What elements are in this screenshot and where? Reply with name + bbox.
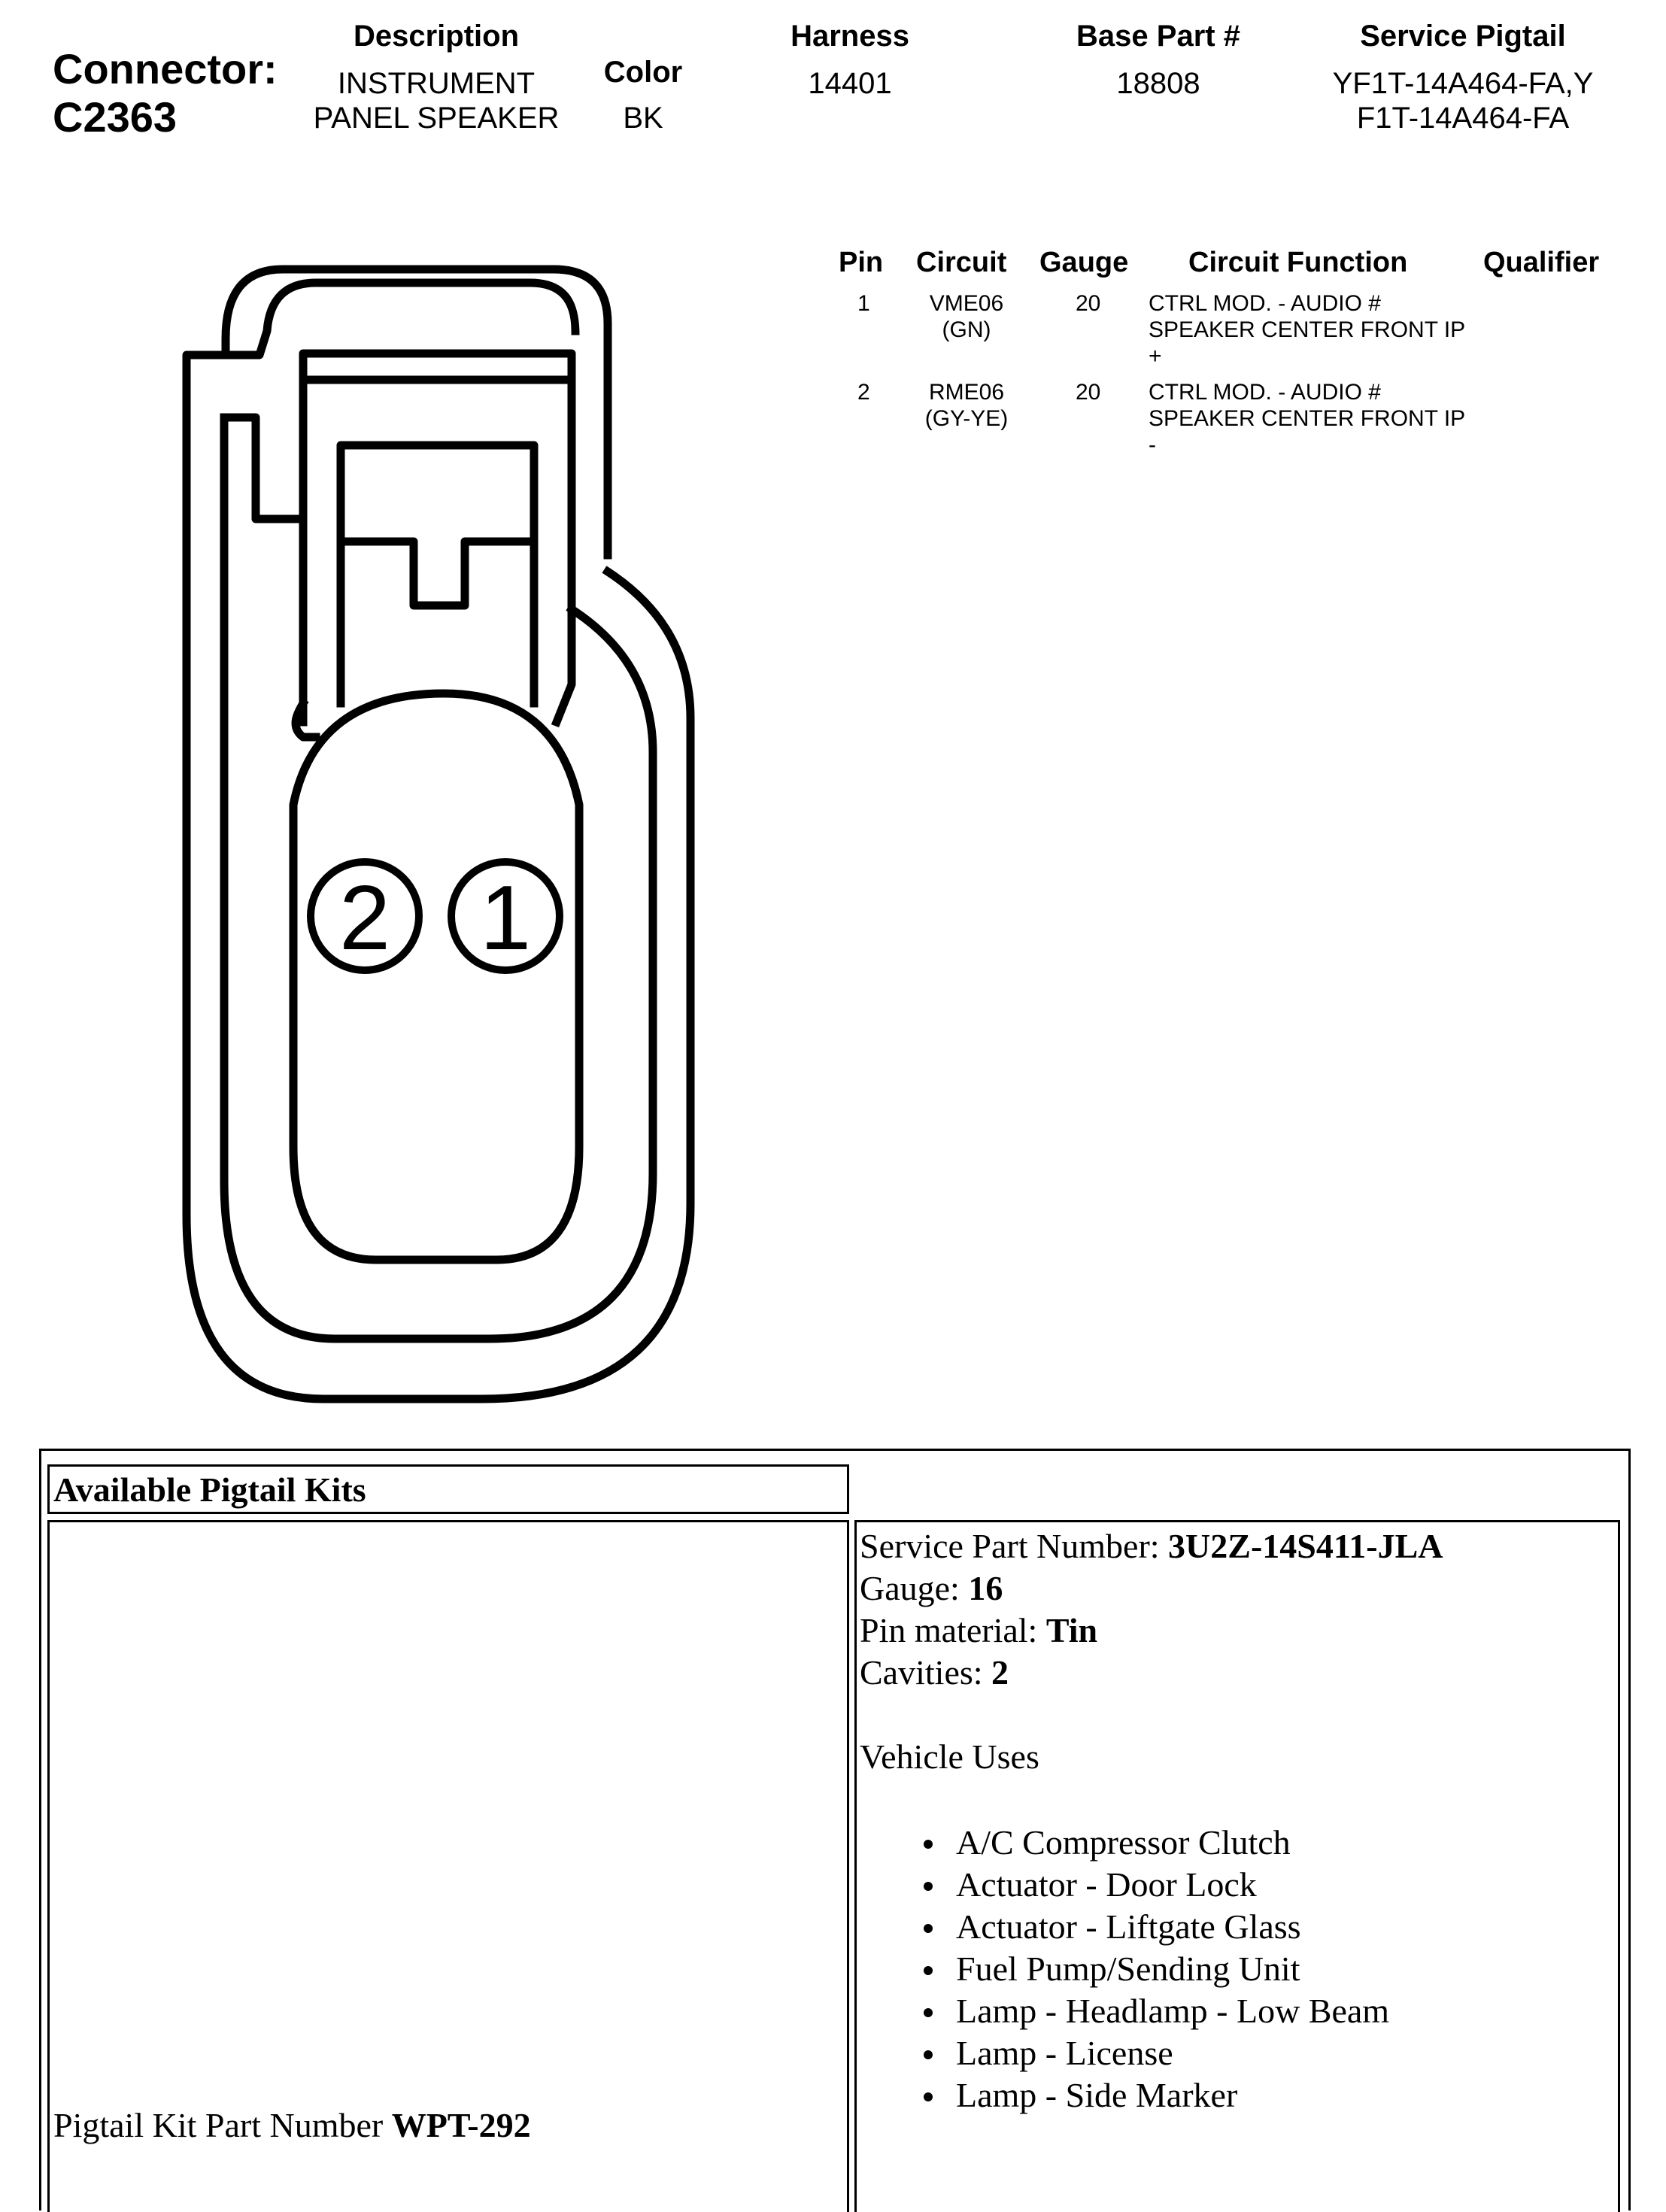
description-value: INSTRUMENT PANEL SPEAKER [313,67,560,135]
pin-number: 1 [857,291,870,316]
pigtail-kit-details-box [854,1520,1620,2212]
connector-face-diagram [0,0,752,1444]
pigtail-kits-title: Available Pigtail Kits [53,1470,366,1509]
base-part-label: Base Part # [1076,20,1240,53]
service-part-label: Service Part Number: [860,1527,1169,1565]
housing-inner-wall [224,417,653,1339]
color-value: BK [623,102,663,135]
description-label: Description [353,20,520,53]
latch-window [341,445,534,703]
circuit-code: VME06 (GN) [929,291,1004,342]
connector-id: C2363 [53,93,178,141]
latch-tab [226,417,301,519]
color-label: Color [603,56,683,89]
pigtail-kit-part-value: WPT-292 [391,2106,531,2144]
latch-window-notch [341,542,534,605]
list-item: Lamp - License [860,2032,1443,2074]
cavity-1-label: 1 [480,866,531,969]
housing-outer-outline [187,269,690,1399]
kit-gauge-label: Gauge: [860,1569,969,1607]
base-part-value: 18808 [1116,67,1200,100]
harness-label: Harness [791,20,909,53]
housing-inner-outline [226,283,575,355]
service-pigtail-label: Service Pigtail [1360,20,1566,53]
cavity-2-label: 2 [339,866,390,969]
pin-material [860,1610,1443,1652]
list-item: Lamp - Headlamp - Low Beam [860,1990,1443,2032]
pin-gauge: 20 [1076,291,1101,316]
pin-header: Pin [839,247,884,278]
kit-gauge-value: 16 [968,1569,1003,1607]
harness-value: 14401 [808,67,892,100]
pigtail-kits-title-box [47,1464,849,1514]
service-part-number [860,1525,1443,1567]
service-pigtail-value: YF1T-14A464-FA,YF1T-14A464-FA [1332,67,1594,135]
pin-cavity-body [293,693,579,1260]
service-part-value: 3U2Z-14S411-JLA [1168,1527,1443,1565]
circuit-function-header: Circuit Function [1188,247,1408,278]
circuit-code: RME06 (GY-YE) [924,380,1009,431]
cavities [860,1652,1443,1694]
vehicle-uses-label: Vehicle Uses [860,1737,1039,1776]
pin-gauge: 20 [1076,380,1101,405]
list-item: Actuator - Door Lock [860,1864,1443,1906]
list-item: Fuel Pump/Sending Unit [860,1948,1443,1990]
kit-gauge [860,1567,1443,1610]
circuit-header: Circuit [916,247,1007,278]
qualifier-header: Qualifier [1483,247,1600,278]
cavities-value: 2 [991,1653,1009,1692]
pigtail-kit-part-label: Pigtail Kit Part Number [53,2106,392,2144]
gauge-header: Gauge [1039,247,1129,278]
pigtail-kit-part-number [53,2104,531,2147]
connector-label: Connector: [53,45,278,93]
vehicle-uses-list [860,1822,1443,2116]
pigtail-kit-image-box [47,1520,849,2212]
pin-number: 2 [857,380,870,405]
pin-material-value: Tin [1045,1611,1098,1649]
list-item: Lamp - Side Marker [860,2074,1443,2116]
list-item: Actuator - Liftgate Glass [860,1906,1443,1948]
list-item: A/C Compressor Clutch [860,1822,1443,1864]
pin-material-label: Pin material: [860,1611,1046,1649]
pigtail-kit-details [860,1525,1443,2116]
cavities-label: Cavities: [860,1653,992,1692]
circuit-function: CTRL MOD. - AUDIO # SPEAKER CENTER FRONT IP + [1149,291,1465,369]
circuit-function: CTRL MOD. - AUDIO # SPEAKER CENTER FRONT IP - [1149,380,1465,457]
